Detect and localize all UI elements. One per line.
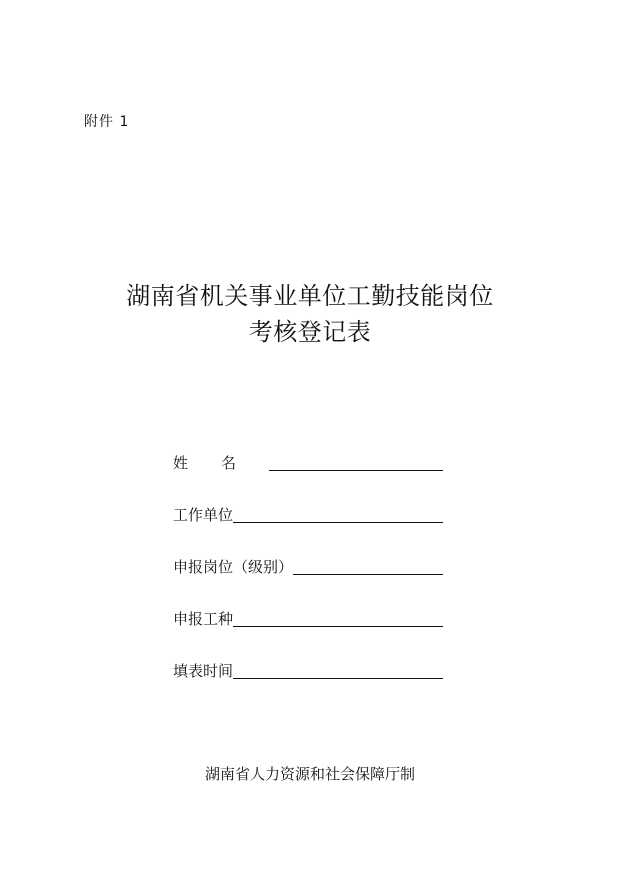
work-unit-label: 工作单位 <box>173 506 234 524</box>
document-title-line-2: 考核登记表 <box>248 318 372 346</box>
fill-time-field <box>173 658 443 680</box>
applied-post-field <box>173 554 443 576</box>
work-unit-field <box>173 502 443 524</box>
applied-trade-field <box>173 606 443 628</box>
name-field <box>173 450 443 472</box>
applied-post-label: 申报岗位（级别） <box>173 558 294 576</box>
issuer-footer: 湖南省人力资源和社会保障厅制 <box>204 765 415 783</box>
applied-trade-blank-line <box>233 626 443 627</box>
attachment-label: 附件 1 <box>84 114 130 130</box>
fill-time-blank-line <box>233 678 443 679</box>
applied-post-blank-line <box>293 574 443 575</box>
name-label: 姓名 <box>173 454 270 472</box>
applied-trade-label: 申报工种 <box>173 610 234 628</box>
name-blank-line <box>269 470 443 471</box>
fill-time-label: 填表时间 <box>173 662 234 680</box>
work-unit-blank-line <box>233 522 443 523</box>
document-title-line-1: 湖南省机关事业单位工勤技能岗位 <box>126 282 494 310</box>
